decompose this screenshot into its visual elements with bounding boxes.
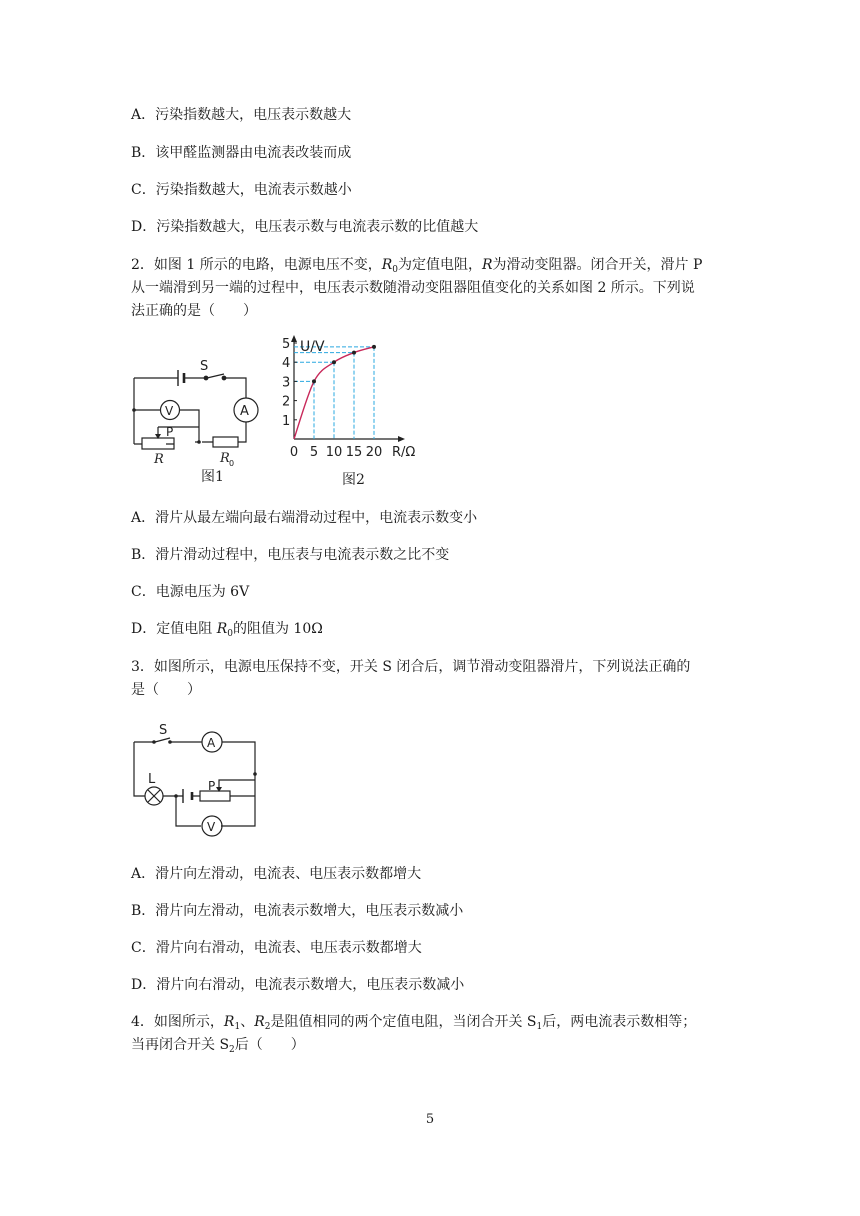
- q2-stem-line-2: 从一端滑到另一端的过程中，电压表示数随滑动变阻器阻值变化的关系如图 2 所示。下列说: [131, 280, 695, 296]
- q4-stem-text-d: 当再闭合开关 S: [131, 1037, 230, 1053]
- q3-fig-label-a: A: [207, 736, 216, 750]
- q2-option-d-symbol-sub: 0: [227, 629, 233, 639]
- chart-x-axis-label: R/Ω: [392, 445, 416, 460]
- chart-x-tick-label: 20: [365, 445, 383, 460]
- q2-option-d-symbol-r: R: [216, 621, 228, 637]
- q4-stem-symbol-r2-sub: 2: [264, 1022, 271, 1032]
- q2-fig1-label-s: S: [200, 359, 209, 374]
- q3-option-b: B．滑片向左滑动，电流表示数增大，电压表示数减小: [131, 903, 464, 919]
- chart-x-tick-label: 15: [345, 445, 363, 460]
- q1-option-a: A．污染指数越大，电压表示数越大: [131, 107, 352, 123]
- chart-y-tick-label: 4: [282, 356, 291, 372]
- chart-y-tick-label: 5: [282, 337, 291, 352]
- q2-circuit-figure-1: [124, 352, 274, 488]
- chart-x-tick-label: 10: [325, 445, 343, 460]
- q2-stem-symbol-r: R: [482, 257, 493, 273]
- q3-stem-line-1: 3．如图所示，电源电压保持不变，开关 S 闭合后，调节滑动变阻器滑片，下列说法正确的: [131, 659, 691, 675]
- q1-option-d: D．污染指数越大，电压表示数与电流表示数的比值越大: [131, 219, 479, 235]
- chart-y-axis-label: U/V: [300, 339, 325, 355]
- q2-option-d-text-a: D．定值电阻: [131, 621, 217, 637]
- chart-data-point: [312, 379, 316, 383]
- chart-y-tick-label: 1: [282, 413, 291, 429]
- junction-dot: [197, 440, 201, 444]
- q2-option-c: C．电源电压为 6V: [131, 584, 250, 600]
- junction-dot: [174, 794, 178, 798]
- q4-stem-sep: 、: [240, 1014, 255, 1030]
- chart-x-tick-label: 5: [309, 445, 319, 460]
- switch-contact: [168, 740, 172, 744]
- q4-stem-symbol-r1: R: [223, 1014, 235, 1030]
- q3-fig-label-l: L: [148, 772, 156, 787]
- q4-stem-s1-sub: 1: [536, 1022, 543, 1032]
- q2-stem-line-1: [131, 255, 702, 280]
- chart-y-tick-label: 3: [282, 375, 291, 391]
- x-axis-arrow: [398, 436, 405, 442]
- q3-fig-label-s: S: [159, 723, 168, 738]
- q4-stem-symbol-r1-sub: 1: [234, 1022, 241, 1032]
- y-axis-arrow: [291, 335, 297, 342]
- q2-option-b: B．滑片滑动过程中，电压表与电流表示数之比不变: [131, 547, 450, 563]
- q2-fig1-label-v: V: [165, 404, 174, 418]
- q2-fig1-caption: 图1: [201, 469, 224, 485]
- q4-stem-text-a: 4．如图所示，: [131, 1014, 224, 1030]
- q2-stem-symbol-r0: R: [381, 257, 393, 273]
- q2-stem-line-3: 法正确的是（ ）: [131, 303, 257, 319]
- junction-dot: [253, 772, 257, 776]
- switch-contact: [152, 740, 156, 744]
- q2-fig1-label-r0: R: [220, 451, 230, 466]
- chart-data-point: [332, 360, 336, 364]
- q2-stem-text-b: 为定值电阻，: [398, 257, 482, 273]
- chart-data-point: [352, 351, 356, 355]
- q1-option-c: C．污染指数越大，电流表示数越小: [131, 182, 352, 198]
- q4-stem-text-e: 后（ ）: [234, 1037, 305, 1053]
- q3-option-c: C．滑片向右滑动，电流表、电压表示数都增大: [131, 940, 422, 956]
- q2-fig2-caption: 图2: [342, 472, 365, 488]
- q2-fig1-label-p: P: [166, 425, 174, 439]
- q2-fig1-label-r: R: [154, 452, 164, 467]
- q4-stem-symbol-r2: R: [254, 1014, 265, 1030]
- chart-data-point: [372, 345, 376, 349]
- q1-option-b: B．该甲醛监测器由电流表改装而成: [131, 145, 352, 161]
- chart-y-tick-label: 2: [282, 394, 291, 410]
- q4-stem-text-b: 是阻值相同的两个定值电阻，当闭合开关 S: [270, 1014, 537, 1030]
- q3-option-a: A．滑片向左滑动，电流表、电压表示数都增大: [131, 866, 422, 882]
- q2-stem-symbol-r0-sub: 0: [392, 265, 398, 275]
- q2-stem-text-c: 为滑动变阻器。闭合开关，滑片 P: [492, 257, 703, 273]
- q3-option-d: D．滑片向右滑动，电流表示数增大，电压表示数减小: [131, 977, 465, 993]
- q2-option-d-text-b: 的阻值为 10Ω: [232, 621, 323, 637]
- q2-stem-text-a: 2．如图 1 所示的电路，电源电压不变，: [131, 257, 382, 273]
- q2-option-a: A．滑片从最左端向最右端滑动过程中，电流表示数变小: [131, 510, 478, 526]
- q2-fig1-label-r0-sub: 0: [229, 459, 235, 468]
- q3-stem-line-2: 是（ ）: [131, 682, 201, 698]
- q2-fig1-label-a: A: [240, 404, 249, 419]
- page-number: 5: [425, 1112, 435, 1127]
- q4-stem-s2-sub: 2: [229, 1045, 235, 1055]
- q3-circuit-figure: [124, 718, 264, 840]
- q2-voltage-resistance-chart: [280, 332, 430, 488]
- q4-stem-text-c: 后，两电流表示数相等；: [542, 1014, 697, 1030]
- chart-x-tick-label: 0: [289, 445, 299, 460]
- q3-fig-label-v: V: [207, 820, 216, 834]
- q2-option-d: [131, 619, 323, 644]
- q4-stem-line-2: [131, 1035, 305, 1060]
- q4-stem-line-1: [131, 1012, 696, 1037]
- junction-dot: [132, 408, 136, 412]
- q3-fig-label-p: P: [208, 779, 216, 793]
